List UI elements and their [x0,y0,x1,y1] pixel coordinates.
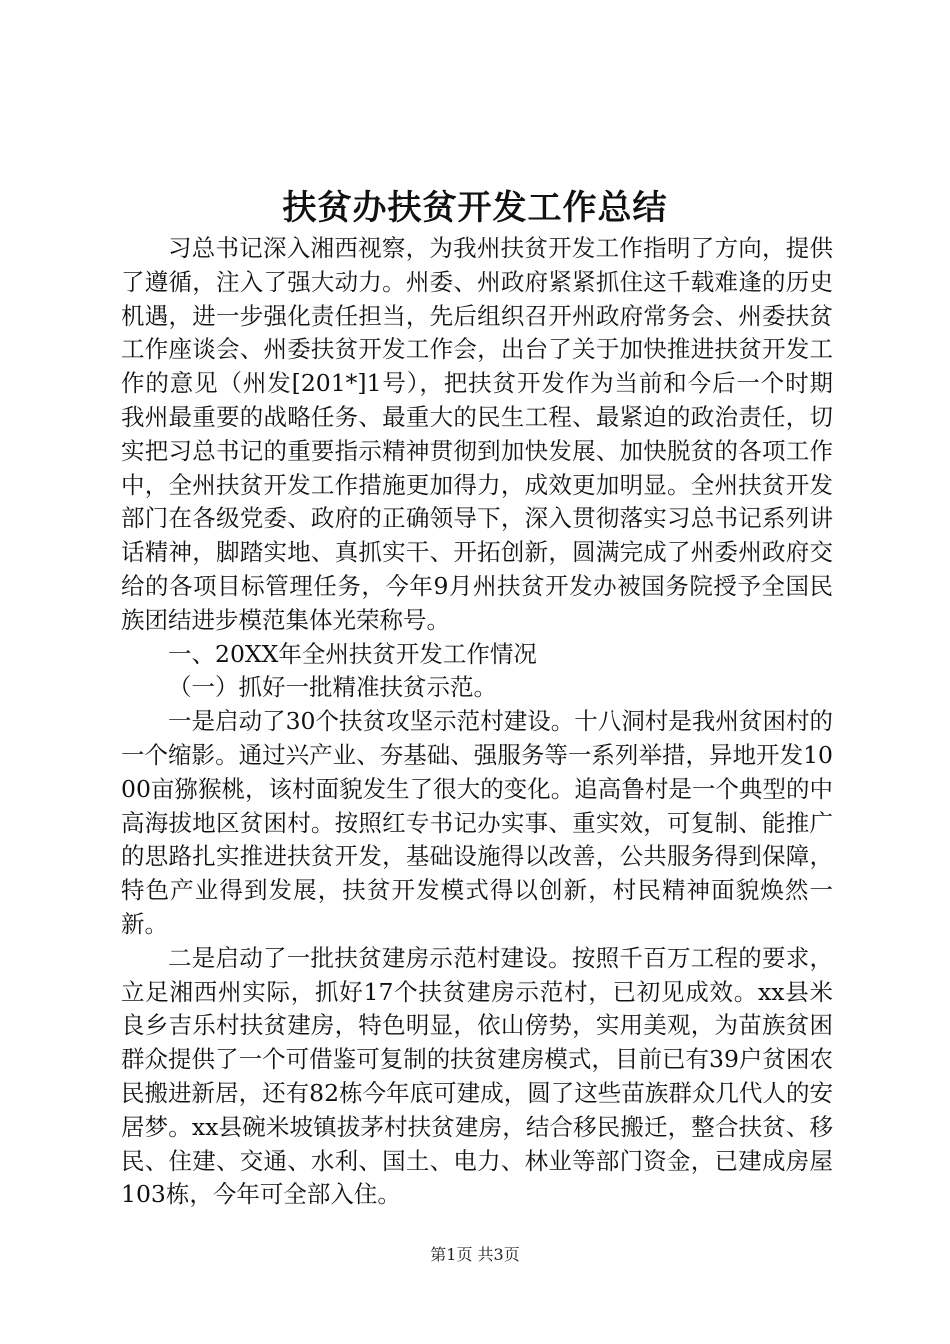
paragraph-intro: 习总书记深入湘西视察，为我州扶贫开发工作指明了方向，提供了遵循，注入了强大动力。州委、州政府紧紧抓住这千载难逢的历史机遇，进一步强化责任担当，先后组织召开州政府常务会、州委扶贫工作座谈会、州委扶贫开发工作会，出台了关于加快推进扶贫开发工作的意见（州发[201*]1号），把扶贫开发作为当前和今后一个时期我州最重要的战略任务、最重大的民生工程、最紧迫的政治责任，切实把习总书记的重要指示精神贯彻到加快发展、加快脱贫的各项工作中，全州扶贫开发工作措施更加得力，成效更加明显。全州扶贫开发部门在各级党委、政府的正确领导下，深入贯彻落实习总书记系列讲话精神，脚踏实地、真抓实干、开拓创新，圆满完成了州委州政府交给的各项目标管理任务，今年9月州扶贫开发办被国务院授予全国民族团结进步模范集体光荣称号。 [121,234,833,634]
paragraph-housing-villages: 二是启动了一批扶贫建房示范村建设。按照千百万工程的要求，立足湘西州实际，抓好17个扶贫建房示范村，已初见成效。xx县米良乡吉乐村扶贫建房，特色明显，依山傍势，实用美观，为苗族贫困群众提供了一个可借鉴可复制的扶贫建房模式，目前已有39户贫困农民搬进新居，还有82栋今年底可建成，圆了这些苗族群众几代人的安居梦。xx县碗米坡镇拔茅村扶贫建房，结合移民搬迁，整合扶贫、移民、住建、交通、水利、国土、电力、林业等部门资金，已建成房屋103栋，今年可全部入住。 [121,943,833,1209]
document-title: 扶贫办扶贫开发工作总结 [282,188,668,228]
page-footer: 第1页 共3页 [430,1245,520,1264]
paragraph-demo-villages: 一是启动了30个扶贫攻坚示范村建设。十八洞村是我州贫困村的一个缩影。通过兴产业、夯基础、强服务等一系列举措，异地开发1000亩猕猴桃，该村面貌发生了很大的变化。追高鲁村是一个典型的中高海拔地区贫困村。按照红专书记办实事、重实效，可复制、能推广的思路扎实推进扶贫开发，基础设施得以改善，公共服务得到保障，特色产业得到发展，扶贫开发模式得以创新，村民精神面貌焕然一新。 [121,707,833,938]
section-heading-1: 一、20XX年全州扶贫开发工作情况 [168,639,537,668]
document-body [121,232,833,1212]
subsection-heading-1: （一）抓好一批精准扶贫示范。 [168,673,497,702]
